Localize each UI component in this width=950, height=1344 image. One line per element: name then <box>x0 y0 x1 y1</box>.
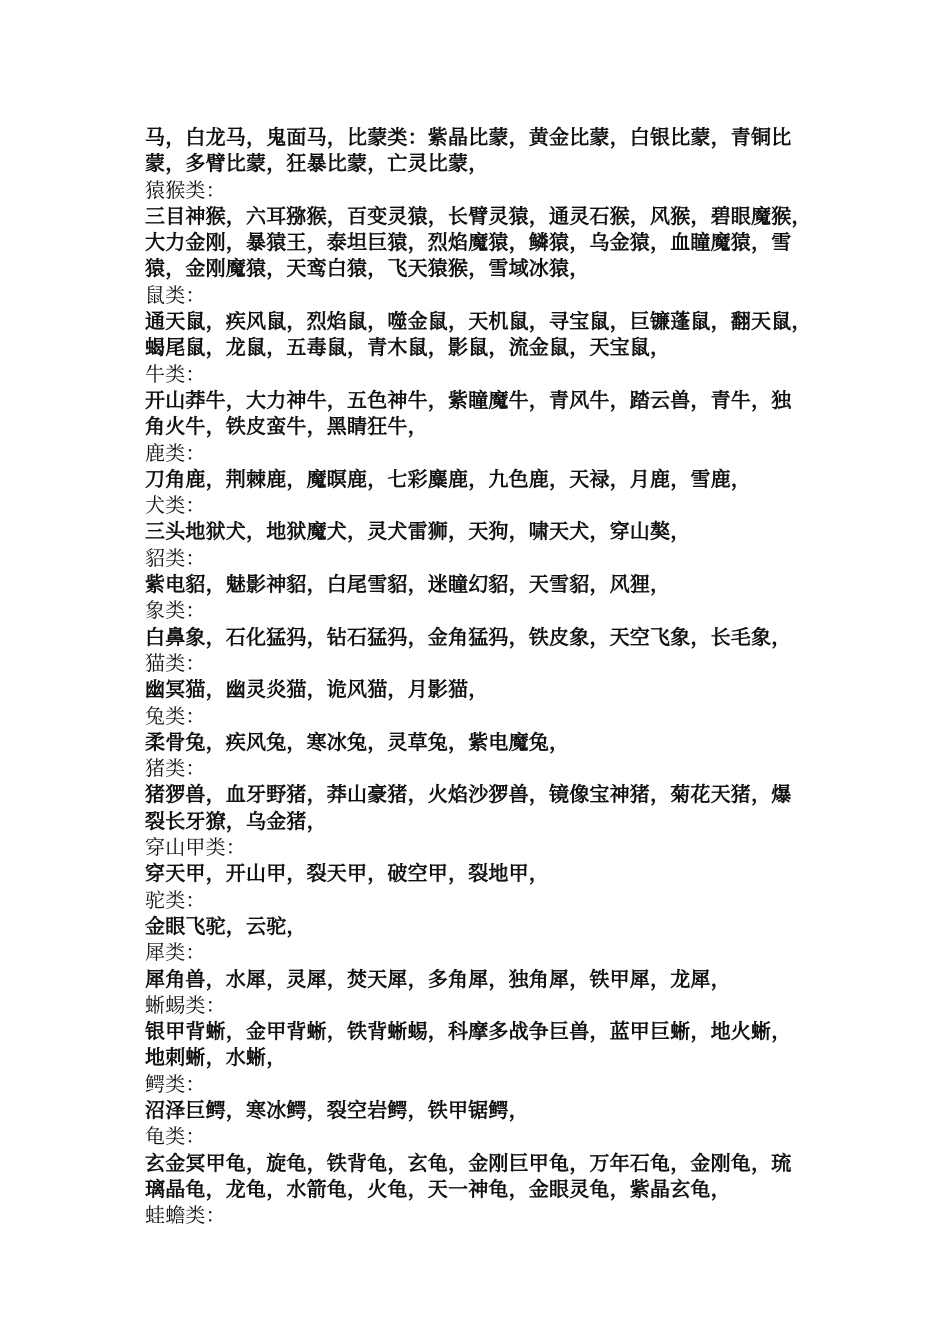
category-heading: 穿山甲类： <box>145 835 246 860</box>
text-line: 白鼻象，石化猛犸，钻石猛犸，金角猛犸，铁皮象，天空飞象，长毛象， <box>145 624 792 649</box>
category-heading: 猪类： <box>145 756 206 781</box>
text-line: 璃晶龟，龙龟，水箭龟，火龟，天一神龟，金眼灵龟，紫晶玄龟， <box>145 1176 731 1201</box>
category-heading: 鳄类： <box>145 1071 206 1096</box>
text-line: 沼泽巨鳄，寒冰鳄，裂空岩鳄，铁甲锯鳄， <box>145 1097 529 1122</box>
category-heading: 鼠类： <box>145 282 206 307</box>
text-line: 蒙，多臂比蒙，狂暴比蒙，亡灵比蒙， <box>145 151 489 176</box>
text-line: 紫电貂，魅影神貂，白尾雪貂，迷瞳幻貂，天雪貂，风狸， <box>145 572 671 597</box>
category-heading: 驼类： <box>145 887 206 912</box>
category-heading: 鹿类： <box>145 440 206 465</box>
text-line: 裂长牙獠，乌金猪， <box>145 808 327 833</box>
text-line: 蝎尾鼠，龙鼠，五毒鼠，青木鼠，影鼠，流金鼠，天宝鼠， <box>145 335 671 360</box>
category-heading: 犀类： <box>145 940 206 965</box>
text-line: 犀角兽，水犀，灵犀，焚天犀，多角犀，独角犀，铁甲犀，龙犀， <box>145 966 731 991</box>
text-line: 金眼飞驼，云驼， <box>145 913 307 938</box>
text-line: 玄金冥甲龟，旋龟，铁背龟，玄龟，金刚巨甲龟，万年石龟，金刚龟，琉 <box>145 1150 792 1175</box>
text-line: 通天鼠，疾风鼠，烈焰鼠，噬金鼠，天机鼠，寻宝鼠，巨镰蓬鼠，翻天鼠， <box>145 309 812 334</box>
text-line: 大力金刚，暴猿王，泰坦巨猿，烈焰魔猿，鳞猿，乌金猿，血瞳魔猿，雪 <box>145 230 792 255</box>
category-heading: 犬类： <box>145 493 206 518</box>
category-heading: 貂类： <box>145 545 206 570</box>
text-line: 幽冥猫，幽灵炎猫，诡风猫，月影猫， <box>145 677 489 702</box>
document-body <box>145 124 817 1228</box>
text-line: 穿天甲，开山甲，裂天甲，破空甲，裂地甲， <box>145 861 549 886</box>
text-line: 刀角鹿，荆棘鹿，魔暝鹿，七彩麋鹿，九色鹿，天禄，月鹿，雪鹿， <box>145 466 751 491</box>
text-line: 马，白龙马，鬼面马，比蒙类：紫晶比蒙，黄金比蒙，白银比蒙，青铜比 <box>145 125 792 149</box>
category-heading: 猫类： <box>145 650 206 675</box>
text-line: 三头地狱犬，地狱魔犬，灵犬雷狮，天狗，啸天犬，穿山獒， <box>145 519 691 544</box>
category-heading: 象类： <box>145 598 206 623</box>
text-line: 柔骨兔，疾风兔，寒冰兔，灵草兔，紫电魔兔， <box>145 729 570 754</box>
text-line: 猿，金刚魔猿，天鸾白猿，飞天猿猴，雪域冰猿， <box>145 256 590 281</box>
text-line: 银甲背蜥，金甲背蜥，铁背蜥蜴，科摩多战争巨兽，蓝甲巨蜥，地火蜥， <box>145 1019 792 1044</box>
category-heading: 龟类： <box>145 1124 206 1149</box>
category-heading: 蜥蜴类： <box>145 992 226 1017</box>
text-line: 地刺蜥，水蜥， <box>145 1045 287 1070</box>
text-line: 三目神猴，六耳猕猴，百变灵猿，长臂灵猿，通灵石猴，风猴，碧眼魔猴， <box>145 203 812 228</box>
category-heading: 蛙蟾类： <box>145 1203 226 1228</box>
text-line: 猪猡兽，血牙野猪，莽山豪猪，火焰沙猡兽，镜像宝神猪，菊花天猪，爆 <box>145 782 792 807</box>
category-heading: 猿猴类： <box>145 177 226 202</box>
category-heading: 兔类： <box>145 703 206 728</box>
category-heading: 牛类： <box>145 361 206 386</box>
text-line: 开山莽牛，大力神牛，五色神牛，紫瞳魔牛，青风牛，踏云兽，青牛，独 <box>145 387 792 412</box>
text-line: 角火牛，铁皮蛮牛，黑睛狂牛， <box>145 414 428 439</box>
